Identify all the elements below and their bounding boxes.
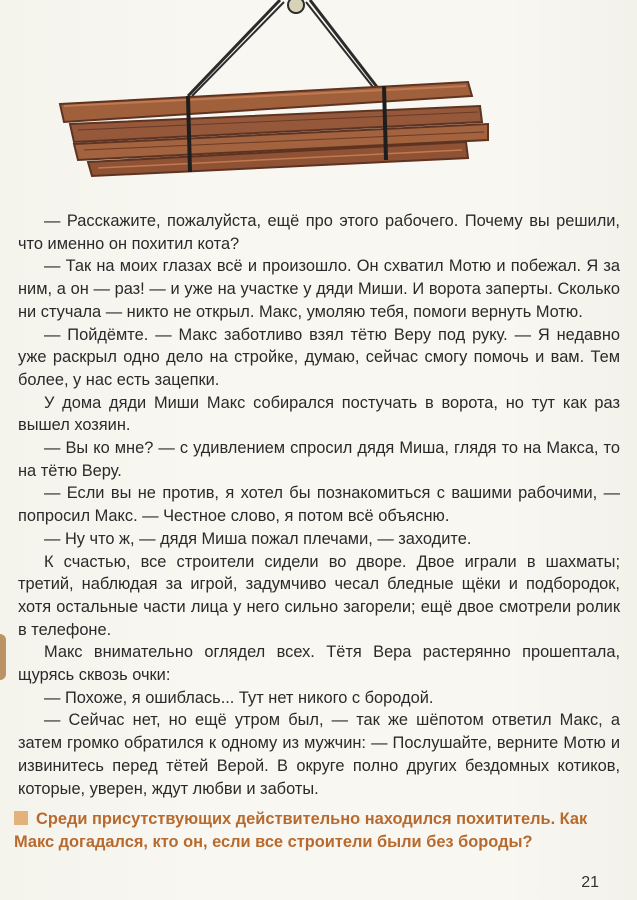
paragraph: — Похоже, я ошиблась... Тут нет никого с бородой.	[44, 688, 434, 707]
paragraph: — Пойдёмте. — Макс заботливо взял тётю Веру под руку. — Я недавно уже раскрыл одно дело на стройке, думаю, сейчас смогу помочь и вам. Тем более, у нас есть зацепки.	[18, 325, 620, 389]
paragraph: — Ну что ж, — дядя Миша пожал плечами, — заходите.	[44, 529, 472, 548]
paragraph: К счастью, все строители сидели во дворе. Двое играли в шахматы; третий, наблюдая за игрой, задумчиво чесал бледные щёки и подбородок, хотя остальные части лица у него сильно загорели; ещё двое смотрели ролик в телефоне.	[18, 552, 620, 639]
riddle-question	[14, 808, 614, 853]
story-text	[18, 210, 620, 800]
paragraph: У дома дяди Миши Макс собирался постучать в ворота, но тут как раз вышел хозяин.	[18, 393, 620, 435]
paragraph: — Вы ко мне? — с удивлением спросил дядя Миша, глядя то на Макса, то на тётю Веру.	[18, 439, 620, 480]
paragraph: — Если вы не против, я хотел бы познакомиться с вашими рабочими, — попросил Макс. — Честное слово, я потом всё объясню.	[18, 484, 620, 526]
paragraph: — Так на моих глазах всё и произошло. Он схватил Мотю и побежал. Я за ним, а он — раз! — и уже на участке у дяди Миши. И ворота заперты. Сколько ни стучала — никто не открыл. Макс, умоляю тебя, помоги вернуть Мотю.	[18, 257, 620, 321]
paragraph: — Расскажите, пожалуйста, ещё про этого рабочего. Почему вы решили, что именно он похитил кота?	[18, 212, 620, 253]
page-edge-mark	[0, 634, 6, 680]
riddle-question-text: Среди присутствующих действительно находился похититель. Как Макс догадался, кто он, если все строители были без бороды?	[14, 810, 588, 851]
square-bullet-icon	[14, 811, 28, 825]
paragraph: Макс внимательно оглядел всех. Тётя Вера растерянно прошептала, щурясь сквозь очки:	[18, 643, 620, 685]
paragraph: — Сейчас нет, но ещё утром был, — так же шёпотом ответил Макс, а затем громко обратился к одному из мужчин: — Послушайте, верните Мотю и извинитесь перед тётей Верой. В округе полно других бездомных котиков, которые, уверен, ждут любви и заботы.	[18, 711, 620, 798]
page-number: 21	[581, 874, 599, 891]
wooden-planks-sign-icon	[48, 0, 508, 200]
